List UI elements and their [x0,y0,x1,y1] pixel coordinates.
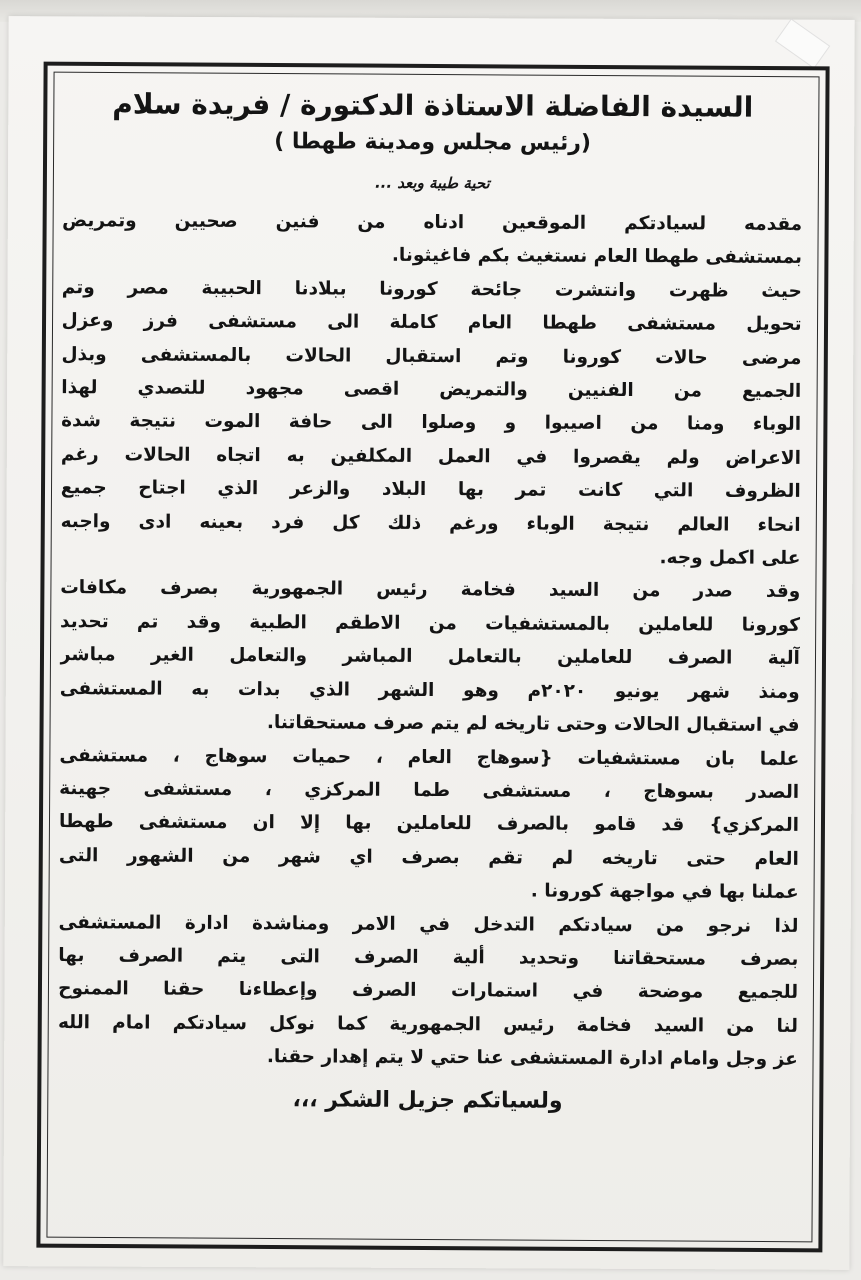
body-line: في استقبال الحالات وحتى تاريخه لم يتم صرف مستحقاتنا. [266,712,800,737]
letter-subtitle: (رئيس مجلس ومدينة طهطا ) [274,129,592,156]
tape-piece [775,18,830,69]
body-line: لنا من السيد فخامة رئيس الجمهورية كما نوكل سيادتكم امام الله [57,1011,799,1037]
body-line: بصرف مستحقاتنا وتحديد ألية الصرف التى يتم الصرف بها [58,944,799,970]
body-line: وقد صدر من السيد فخامة رئيس الجمهورية بصرف مكافات [60,577,801,603]
body-line: حيث ظهرت وانتشرت جائحة كورونا ببلادنا الحبيبة مصر وتم [61,276,802,302]
body-line: الوباء ومنا من اصيبوا و وصلوا الى حافة الموت نتيجة شدة [61,410,802,436]
body-line: عملنا بها في مواجهة كورونا . [530,880,799,904]
body-line: للجميع موضحة في استمارات الصرف وإعطاءنا حقنا الممنوح [58,978,799,1004]
body-line: الجميع من الفنيين والتمريض اقصى مجهود للتصدي لهذا [61,377,802,402]
body-line: الاعراض ولم يقصروا في العمل المكلفين به اتجاه الحالات رغم [60,443,801,469]
body-line: الظروف التي كانت تمر بها البلاد والزعر الذي اجتاح جميع [60,477,801,503]
body-line: مرضى حالات كورونا وتم استقبال الحالات بالمستشفى وبذل [61,343,802,369]
body-line: المركزي} قد قامو بالصرف للعاملين بها إلا ان مستشفى طهطا [58,811,800,837]
body-line: عز وجل وامام ادارة المستشفى عنا حتي لا يتم إهدار حقنا. [266,1046,798,1071]
body-line: انحاء العالم نتيجة الوباء ورغم ذلك كل فرد بعينه ادى واجبه [60,510,801,536]
body-line: ومنذ شهر يونيو ٢٠٢٠م وهو الشهر الذي بدات به المستشفى [59,677,800,703]
body-line: كورونا للعاملين بالمستشفيات من الاطقم الطبية وقد تم تحديد [60,610,801,636]
letter-closing: ولسياتكم جزيل الشكر ،،، [292,1086,563,1114]
body-line: الصدر بسوهاج ، مستشفى طما المركزي ، مستشفى جهينة [59,777,800,803]
body-line: بمستشفى طهطا العام نستغيث بكم فاغيثونا. [391,245,803,269]
letter-greeting: تحية طيبة وبعد ... [374,173,490,193]
body-line: لذا نرجو من سيادتكم التدخل في الامر ومناشدة ادارة المستشفى [58,911,799,937]
body-line: تحويل مستشفى طهطا العام كاملة الى مستشفى فرز وعزل [61,310,802,336]
letter-title: السيدة الفاضلة الاستاذة الدكتورة / فريدة سلام [112,87,754,124]
body-line: على اكمل وجه. [659,547,801,570]
letter-body [57,84,803,1188]
body-line: العام حتى تاريخه لم تقم بصرف اي شهر من الشهور التى [58,844,799,870]
body-line: مقدمه لسيادتكم الموقعين ادناه من فنين صحيين وتمريض [62,210,803,235]
body-line: علما بان مستشفيات {سوهاج العام ، حميات سوهاج ، مستشفى [59,744,800,770]
body-line: آلية الصرف للعاملين بالتعامل المباشر والتعامل الغير مباشر [59,644,800,670]
